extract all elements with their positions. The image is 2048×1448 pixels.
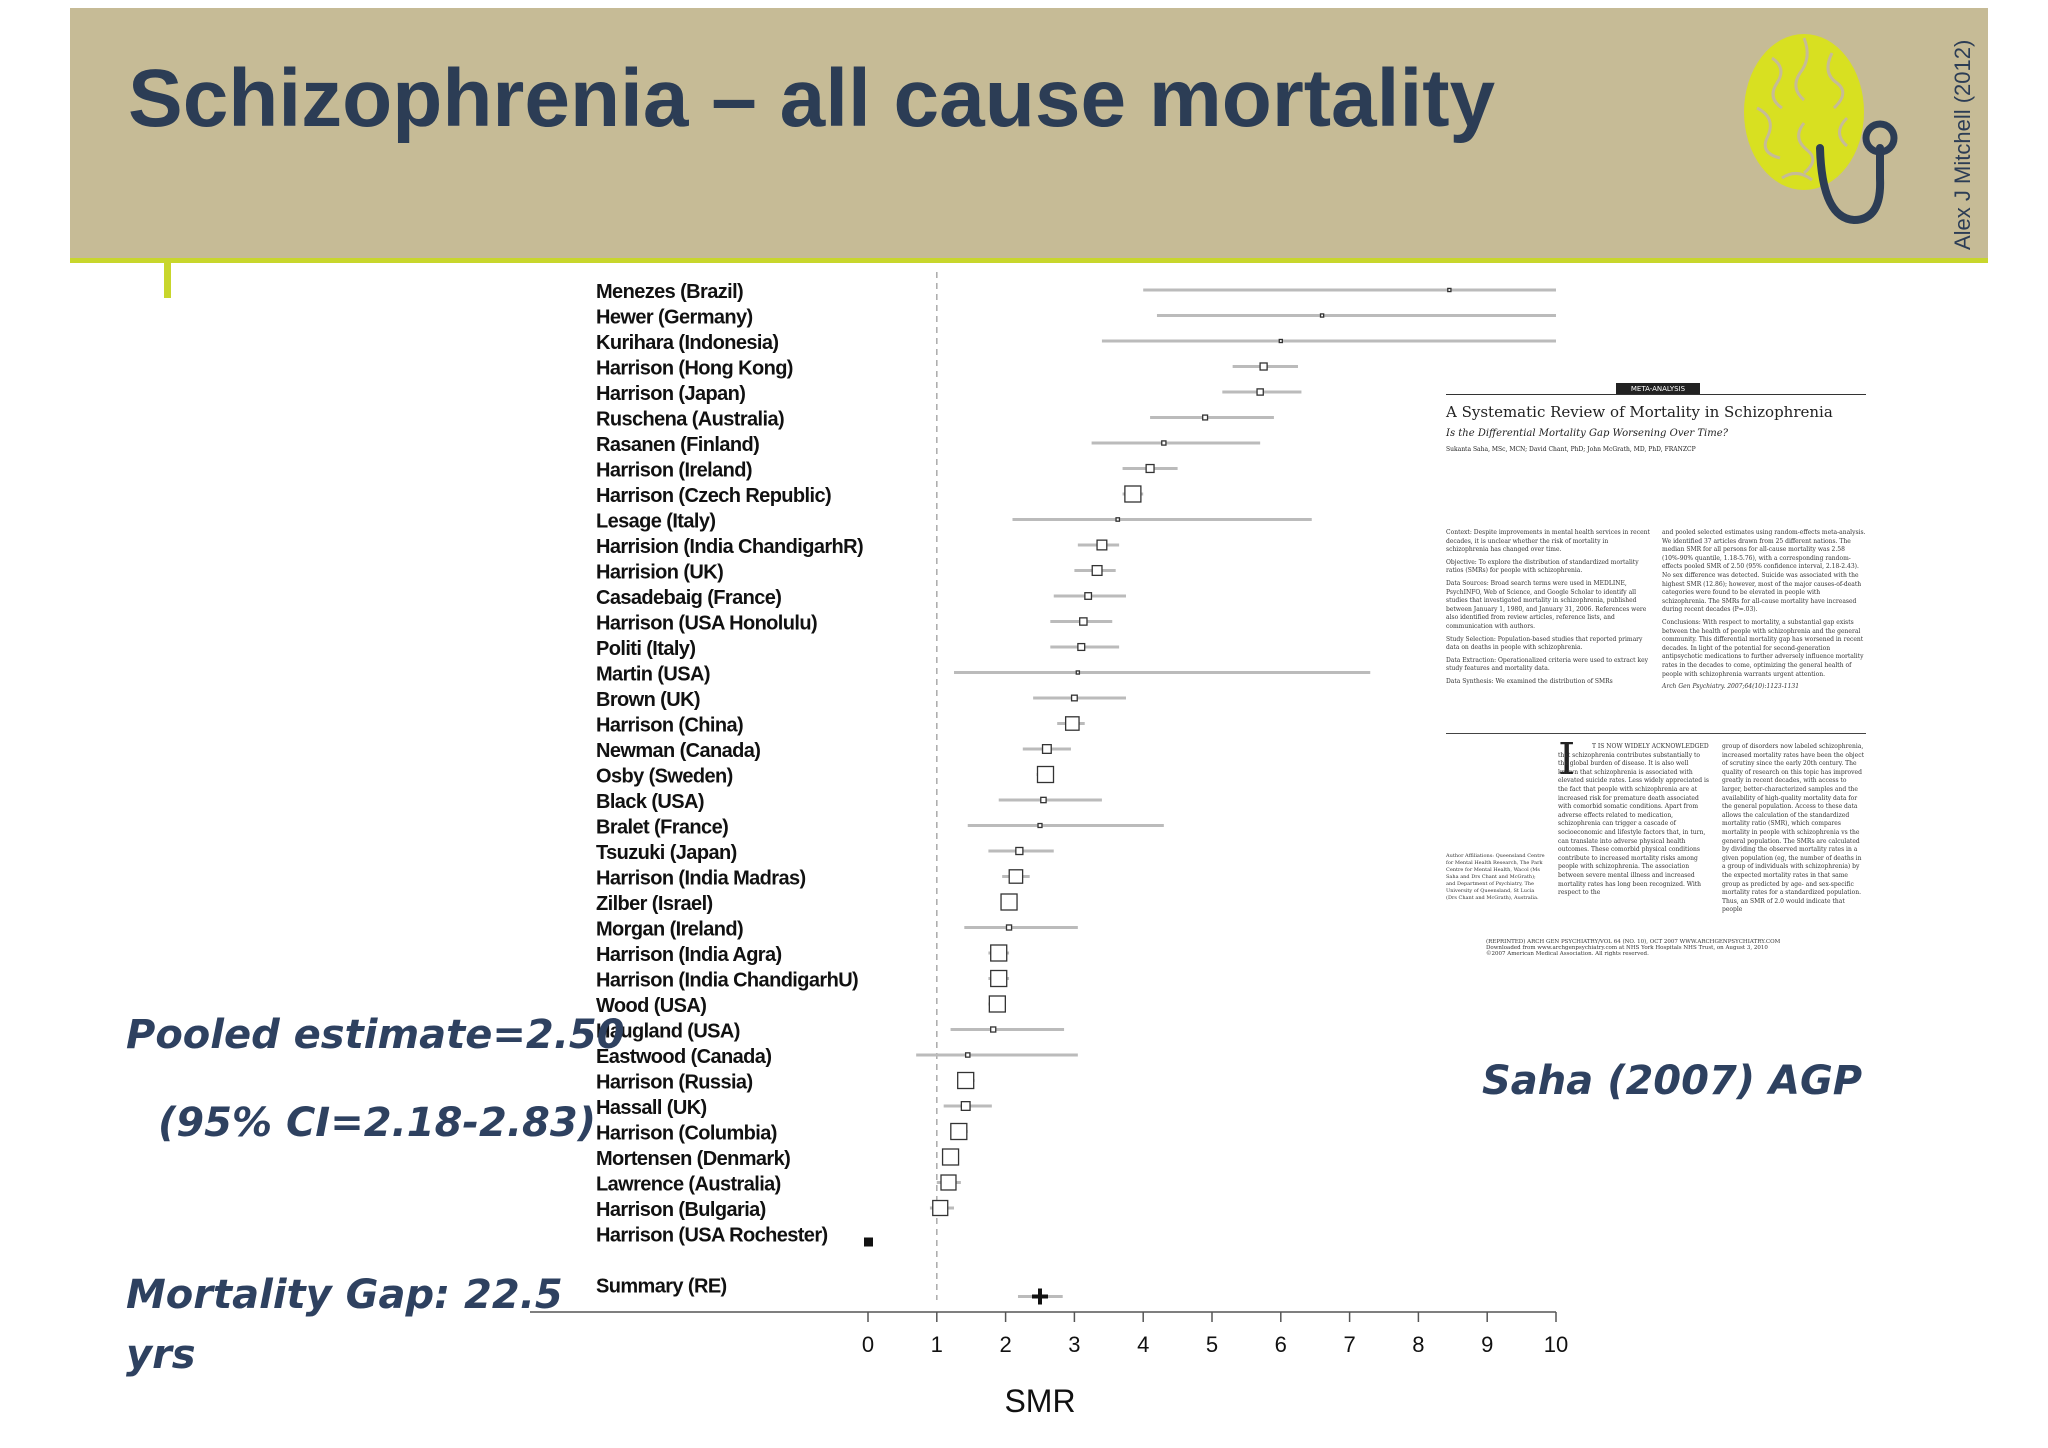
study-point-marker <box>1038 824 1042 828</box>
study-point-marker <box>1007 925 1012 930</box>
study-label: Harrison (India Agra) <box>596 944 782 966</box>
study-label: Harrison (Hong Kong) <box>596 357 793 380</box>
study-point-marker <box>991 945 1007 961</box>
x-axis-label: SMR <box>1004 1383 1076 1419</box>
paper-abstract-right <box>1662 529 1866 692</box>
study-label: Brown (UK) <box>596 689 700 711</box>
study-label: Politi (Italy) <box>596 638 696 660</box>
study-label: Harrision (UK) <box>596 561 724 584</box>
study-label: Harrison (Russia) <box>596 1071 753 1094</box>
x-tick-label: 5 <box>1205 1332 1219 1357</box>
study-label: Casadebaig (France) <box>596 587 782 609</box>
study-label: Harrison (USA Honolulu) <box>596 612 818 635</box>
study-label: Morgan (Ireland) <box>596 918 744 941</box>
study-point-marker <box>941 1175 956 1190</box>
study-label: Haugland (USA) <box>596 1020 740 1043</box>
study-point-marker <box>1066 717 1079 730</box>
study-label: Ruschena (Australia) <box>596 408 785 431</box>
paper-results: and pooled selected estimates using random-effects meta-analysis. We identified 37 articles drawn from 25 different nations. The median SMR for all persons for all-cause mortality was 2.58 (10%-90% quantile, 1.18-5.76), with a corresponding random-effects pooled SMR of 2.50 (95% confidence interval, 2.18-2.43). No sex difference was detected. Suicide was associated with the highest SMR (12.86); however, most of the major causes-of-death categories were found to be elevated in people with schizophrenia. The SMRs for all-cause mortality have increased during recent decades (P=.03). <box>1662 529 1866 614</box>
study-label: Tsuzuki (Japan) <box>596 842 737 864</box>
study-point-marker <box>1072 695 1078 701</box>
paper-body-col1: T IS NOW WIDELY ACKNOWLEDGED that schizophrenia contributes substantially to the global burden of disease. It is also well known that schizophrenia is associated with elevated suicide rates. Less widely appreciated is the fact that people with schizophrenia are at increased risk for premature death associated with comorbid somatic conditions. Apart from adverse effects related to medication, schizophrenia can trigger a cascade of socioeconomic and lifestyle factors that, in turn, can translate into adverse physical health outcomes. These comorbid physical conditions contribute to increased mortality risks among people with schizophrenia. The association between severe mental illness and increased mortality rates has long been recognized. With respect to the <box>1558 743 1709 897</box>
paper-section-badge: META-ANALYSIS <box>1616 383 1700 395</box>
study-label: Wood (USA) <box>596 995 707 1017</box>
study-point-marker <box>1279 339 1282 342</box>
study-label: Mortensen (Denmark) <box>596 1148 791 1170</box>
study-point-marker <box>1146 465 1154 473</box>
study-point-marker <box>1041 797 1046 802</box>
x-tick-label: 9 <box>1481 1332 1494 1357</box>
study-label: Harrison (Japan) <box>596 383 746 405</box>
study-point-marker <box>991 1027 996 1032</box>
study-point-marker <box>943 1149 959 1165</box>
study-label: Harrison (Ireland) <box>596 459 752 482</box>
paper-data-extraction: Data Extraction: Operationalized criteria were used to extract key study features and mortality data. <box>1446 656 1649 673</box>
paper-title: A Systematic Review of Mortality in Schizophrenia <box>1446 403 1833 421</box>
x-tick-label: 1 <box>930 1332 943 1357</box>
study-point-marker <box>1038 767 1054 783</box>
study-label: Hassall (UK) <box>596 1097 707 1119</box>
x-axis <box>530 1312 1568 1419</box>
paper-conclusions: Conclusions: With respect to mortality, a substantial gap exists between the health of people with schizophrenia and the general community. This differential mortality gap has worsened in recent decades. In light of the potential for second-generation antipsychotic medications to further adversely influence mortality rates in the decades to come, optimizing the general health of people with schizophrenia warrants urgent attention. <box>1662 618 1864 678</box>
author-credit: Alex J Mitchell (2012) <box>1950 39 1975 250</box>
study-label: Rasanen (Finland) <box>596 434 760 456</box>
study-point-marker <box>864 1238 873 1247</box>
study-point-marker <box>1321 314 1324 317</box>
paper-footer-line3: ©2007 American Medical Association. All rights reserved. <box>1486 951 1649 957</box>
study-point-marker <box>1448 288 1451 291</box>
citation-note: Saha (2007) AGP <box>1482 1058 1863 1104</box>
paper-subtitle: Is the Differential Mortality Gap Worsening Over Time? <box>1446 428 1728 439</box>
study-label: Lawrence (Australia) <box>596 1173 781 1196</box>
study-label: Harrison (India Madras) <box>596 867 806 890</box>
study-label: Harrison (Bulgaria) <box>596 1199 766 1221</box>
study-labels <box>596 281 863 1298</box>
study-point-marker <box>989 996 1005 1012</box>
study-point-marker <box>1203 415 1208 420</box>
study-label: Lesage (Italy) <box>596 510 716 533</box>
study-point-marker <box>1001 894 1017 910</box>
confidence-interval-note: (95% CI=2.18-2.83) <box>158 1100 596 1146</box>
paper-footer-line1: (REPRINTED) ARCH GEN PSYCHIATRY/VOL 64 (NO. 10), OCT 2007 WWW.ARCHGENPSYCHIATRY.COM <box>1486 939 1781 945</box>
study-label: Harrison (Columbia) <box>596 1122 777 1145</box>
study-point-marker <box>1085 593 1092 600</box>
study-point-marker <box>1260 363 1267 370</box>
x-tick-label: 10 <box>1543 1332 1569 1357</box>
paper-abstract-image <box>1446 383 1866 963</box>
study-label: Harrison (China) <box>596 714 744 737</box>
x-tick-label: 7 <box>1343 1332 1356 1357</box>
paper-abstract-left <box>1446 529 1650 687</box>
pooled-estimate-note: Pooled estimate=2.50 <box>126 1012 625 1058</box>
study-label: Harrison (India ChandigarhU) <box>596 969 859 992</box>
x-tick-label: 6 <box>1274 1332 1287 1357</box>
x-tick-label: 8 <box>1412 1332 1425 1357</box>
paper-context: Context: Despite improvements in mental health services in recent decades, it is unclear whether the risk of mortality in schizophrenia has changed over time. <box>1446 529 1650 554</box>
study-point-marker <box>933 1201 948 1216</box>
study-label: Bralet (France) <box>596 816 729 839</box>
study-label: Eastwood (Canada) <box>596 1046 772 1068</box>
study-point-marker <box>966 1053 970 1057</box>
x-tick-label: 4 <box>1137 1332 1150 1357</box>
paper-dropcap: I <box>1558 734 1576 785</box>
paper-footer <box>1486 939 1780 957</box>
study-point-marker <box>1125 486 1141 502</box>
study-point-marker <box>958 1073 974 1089</box>
study-label: Harrision (India ChandigarhR) <box>596 536 864 558</box>
summary-label: Summary (RE) <box>596 1275 727 1298</box>
paper-authors: Sukanta Saha, MSc, MCN; David Chant, PhD; John McGrath, MD, PhD, FRANZCP <box>1446 446 1696 453</box>
paper-objective: Objective: To explore the distribution of standardized mortality ratios (SMRs) for people with schizophrenia. <box>1446 558 1639 575</box>
paper-data-sources: Data Sources: Broad search terms were used in MEDLINE, PsychINFO, Web of Science, and Google Scholar to identify all studies that investigated mortality in schizophrenia, published between January 1, 1980, and January 31, 2006. References were also identified from review articles, reference lists, and communication with authors. <box>1446 579 1647 630</box>
study-label: Harrison (Czech Republic) <box>596 485 832 507</box>
study-label: Harrison (USA Rochester) <box>596 1224 828 1247</box>
paper-footer-line2: Downloaded from www.archgenpsychiatry.com at NHS York Hospitals NHS Trust, on August 3, 2010 <box>1486 945 1768 951</box>
paper-study-selection: Study Selection: Population-based studies that reported primary data on deaths in people with schizophrenia. <box>1446 635 1643 652</box>
study-point-marker <box>1116 518 1119 521</box>
study-point-marker <box>951 1124 967 1140</box>
mortality-gap-note: Mortality Gap: 22.5 <box>126 1272 563 1318</box>
study-point-marker <box>1097 540 1107 550</box>
x-tick-label: 3 <box>1068 1332 1081 1357</box>
study-point-marker <box>1009 870 1022 883</box>
x-tick-label: 0 <box>861 1332 875 1357</box>
study-point-marker <box>1162 441 1166 445</box>
slide-title: Schizophrenia – all cause mortality <box>128 53 1496 144</box>
study-label: Osby (Sweden) <box>596 765 733 788</box>
study-point-marker <box>991 971 1007 987</box>
study-point-marker <box>1043 745 1052 754</box>
study-point-marker <box>961 1102 970 1111</box>
study-point-marker <box>1080 618 1087 625</box>
paper-rule <box>1446 394 1866 395</box>
study-label: Black (USA) <box>596 791 704 813</box>
paper-body-col2: group of disorders now labeled schizophrenia, increased mortality rates have been the object of scrutiny since the early 20th century. The quality of research on this topic has improved greatly in recent decades, with access to larger, better-characterized samples and the availability of high-quality mortality data for the general population. Access to these data allows the calculation of the standardized mortality ratio (SMR), which compares mortality in people with schizophrenia vs the general population. The SMRs are calculated by dividing the observed mortality rates in a given population (eg, the number of deaths in a group of individuals with schizophrenia) by the expected mortality rates in that same group as predicted by age- and sex-specific mortality rates for a standardized population. Thus, an SMR of 2.0 would indicate that people <box>1722 743 1864 914</box>
study-point-marker <box>1257 389 1263 395</box>
mortality-gap-unit: yrs <box>126 1332 196 1378</box>
study-label: Zilber (Israel) <box>596 893 713 915</box>
study-point-marker <box>1016 847 1023 854</box>
paper-journal-ref: Arch Gen Psychiatry. 2007;64(10):1123-1131 <box>1662 683 1800 691</box>
study-label: Martin (USA) <box>596 663 710 686</box>
x-tick-label: 2 <box>999 1332 1012 1357</box>
paper-separator <box>1446 733 1866 734</box>
study-point-marker <box>1092 566 1102 576</box>
study-label: Menezes (Brazil) <box>596 281 744 303</box>
study-label: Hewer (Germany) <box>596 306 753 329</box>
paper-affiliations: Author Affiliations: Queensland Centre for Mental Health Research, The Park Centre for Mental Health, Wacol (Ms Saha and Drs Chant and McGrath); and Department of Psychiatry, The University of Queensland, St Lucia (Drs Chant and McGrath), Australia. <box>1446 853 1545 901</box>
study-point-marker <box>1076 671 1079 674</box>
study-label: Kurihara (Indonesia) <box>596 332 779 354</box>
study-point-marker <box>1078 644 1085 651</box>
paper-data-synthesis: Data Synthesis: We examined the distribution of SMRs <box>1446 677 1613 685</box>
study-label: Newman (Canada) <box>596 740 761 762</box>
